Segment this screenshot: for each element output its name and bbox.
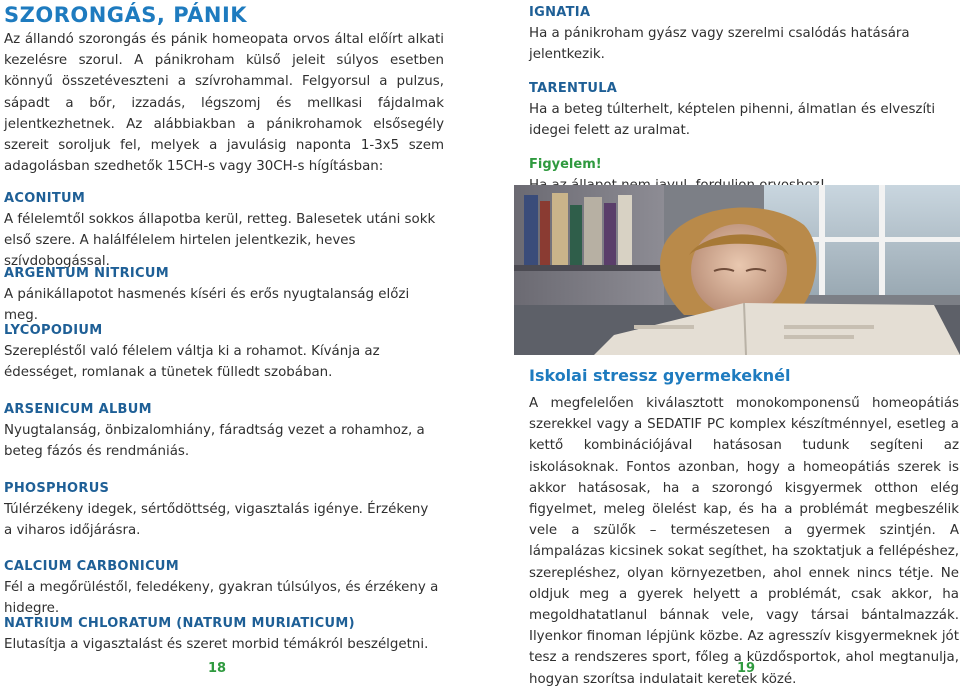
remedy-phosphorus bbox=[4, 478, 440, 541]
remedy-calcium bbox=[4, 556, 440, 619]
child-reading-photo bbox=[514, 185, 960, 355]
remedy-text: A pánikállapotot hasmenés kíséri és erős nyugtalanság előzi meg. bbox=[4, 287, 410, 323]
intro-paragraph: Az állandó szorongás és pánik homeopata orvos által előírt alkati kezelésre szorul. A pánikroham külső jeleit súlyos esetben könnyű összetéveszteni a szívrohammal. Felgyorsul a pulzus, sápadt a bőr, izzadás, légszomj és mellkasi fájdalmak jelentkezhetnek. Az alábbiakban a pánikrohamok elsősegély szereit soroljuk fel, melyek a javulásig naponta 1-3x5 szem adagolásban szedhetők 15CH-s vagy 30CH-s hígításban: bbox=[4, 32, 444, 175]
remedy-name: ARGENTUM NITRICUM bbox=[4, 266, 169, 281]
remedy-name: NATRIUM CHLORATUM (NATRUM MURIATICUM) bbox=[4, 616, 355, 631]
right-remedies bbox=[529, 2, 960, 196]
remedy-name: TARENTULA bbox=[529, 81, 618, 96]
remedy-text: Elutasítja a vigasztalást és szeret morbid témákról beszélgetni. bbox=[4, 637, 429, 652]
remedy-natrium bbox=[4, 613, 440, 655]
remedy-text: Ha a beteg túlterhelt, képtelen pihenni, álmatlan és elveszíti idegei felett az uralmat. bbox=[529, 102, 936, 138]
remedy-name: ARSENICUM ALBUM bbox=[4, 402, 152, 417]
left-page bbox=[0, 0, 444, 177]
remedy-text: A félelemtől sokkos állapotba kerül, retteg. Balesetek utáni sokk első szere. A halálfélelem hirtelen jelentkezik, heves szívdobogással. bbox=[4, 212, 436, 269]
remedy-text: Túlérzékeny idegek, sértődöttség, vigasztalás igénye. Érzékeny a viharos időjárásra. bbox=[4, 502, 429, 538]
page-title: SZORONGÁS, PÁNIK bbox=[4, 3, 248, 27]
remedy-lycopodium bbox=[4, 320, 440, 383]
warning-label: Figyelem! bbox=[529, 157, 602, 172]
section-body: A megfelelően kiválasztott monokomponensű homeopátiás szerekkel vagy a SEDATIF PC komplex készítménnyel, esetleg a kettő kombinációjával hatásosan tudunk segíteni az iskolásoknak. Fontos azonban, hogy a homeopátiás szerek is akkor hatásosak, ha a szorongó kisgyermek otthon elég figyelmet, meleg ölelést kap, és ha a problémát megbeszélik vele a szülők – természetesen a gyermek szintjén. A lámpalázas kicsinek sokat segíthet, ha szoktatjuk a fellépéshez, szerepléshez, olyan környezetben, ahol ennek nincs tétje. Ne oldjuk meg a gyerek helyett a problémát, csak akkor, ha megoldhatatlanul bánnak vele, vagy társai bántalmazzák. Ilyenkor finoman lépjünk közbe. Az agresszív kisgyermeknek jót tesz a rendszeres sport, főleg a küzdősportok, ahol megtanulja, hogyan szorítsa indulatait keretek közé. bbox=[529, 396, 959, 687]
remedy-text: Ha a pánikroham gyász vagy szerelmi csalódás hatására jelentkezik. bbox=[529, 26, 910, 62]
remedy-name: IGNATIA bbox=[529, 5, 591, 20]
remedy-name: PHOSPHORUS bbox=[4, 481, 110, 496]
remedy-argentum bbox=[4, 263, 440, 326]
remedy-name: ACONITUM bbox=[4, 191, 86, 206]
page-number-left: 18 bbox=[208, 661, 227, 676]
photo-of-child-reading-book-icon bbox=[514, 185, 960, 355]
remedy-name: CALCIUM CARBONICUM bbox=[4, 559, 180, 574]
page-number-right: 19 bbox=[737, 661, 756, 676]
remedy-text: Nyugtalanság, önbizalomhiány, fáradtság vezet a rohamhoz, a beteg fázós és rendmániás. bbox=[4, 423, 425, 459]
remedy-aconitum bbox=[4, 188, 440, 272]
remedy-arsenicum bbox=[4, 399, 440, 462]
remedy-text: Szerepléstől való félelem váltja ki a rohamot. Kívánja az édességet, romlanak a tünetek fülledt szobában. bbox=[4, 344, 380, 380]
remedy-text: Fél a megőrüléstől, feledékeny, gyakran túlsúlyos, és érzékeny a hidegre. bbox=[4, 580, 439, 616]
remedy-name: LYCOPODIUM bbox=[4, 323, 103, 338]
section-subtitle: Iskolai stressz gyermekeknél bbox=[529, 366, 791, 385]
